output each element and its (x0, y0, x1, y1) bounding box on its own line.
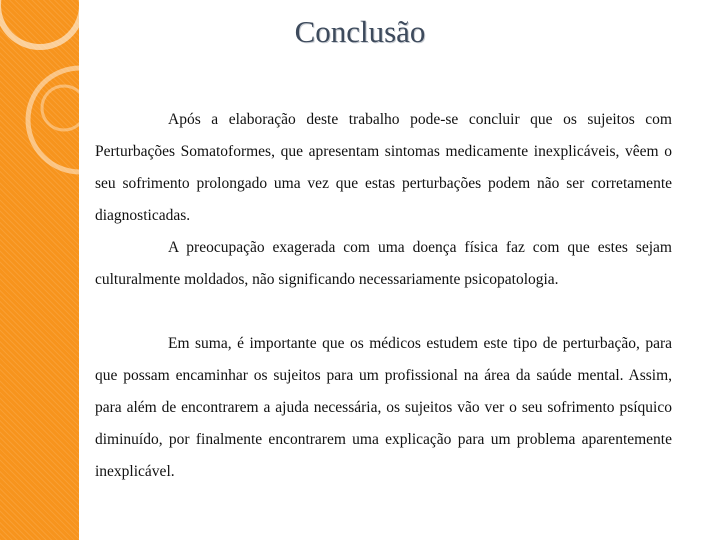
paragraph-2: A preocupação exagerada com uma doença física faz com que estes sejam culturalmente moldados, não significando necessariamente psicopatologia. (95, 239, 672, 288)
slide-title: Conclusão (294, 14, 426, 49)
slide-body (95, 104, 672, 488)
paragraph-1: Após a elaboração deste trabalho pode-se concluir que os sujeitos com Perturbações Somatoformes, que apresentam sintomas medicamente inexplicáveis, vêem o seu sofrimento prolongado uma vez que estas perturbações podem não ser corretamente diagnosticadas. (95, 111, 672, 224)
paragraph-3: Em suma, é importante que os médicos estudem este tipo de perturbação, para que possam encaminhar os sujeitos para um profissional na área da saúde mental. Assim, para além de encontrarem a ajuda necessária, os sujeitos vão ver o seu sofrimento psíquico diminuído, por finalmente encontrarem uma explicação para um problema aparentemente inexplicável. (95, 335, 672, 480)
